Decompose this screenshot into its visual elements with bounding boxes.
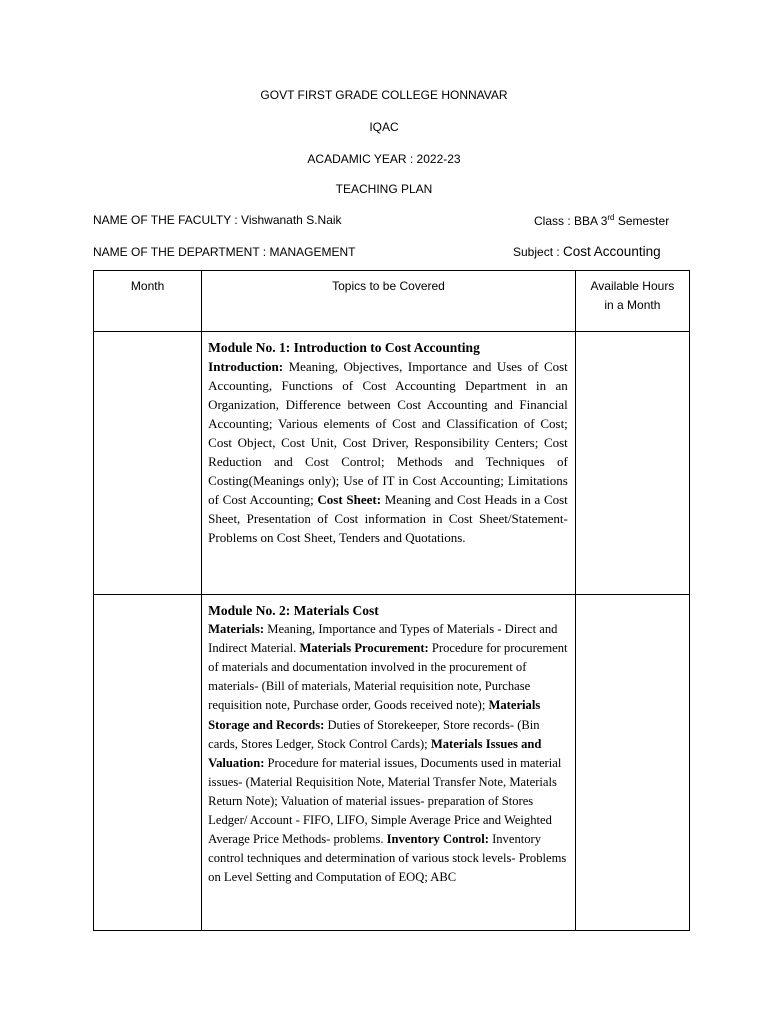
topics-cell — [202, 595, 576, 931]
subject-label: Subject : — [513, 245, 564, 259]
module2-materials-text: Meaning, Importance and Types of Materials - Direct and Indirect Material. — [208, 622, 558, 656]
topics-header: Topics to be Covered — [202, 271, 576, 332]
table-row — [94, 332, 690, 595]
module2-inventory-text: Inventory control techniques and determination of various stock levels- Problems on Level Setting and Computation of EOQ; ABC — [208, 832, 567, 885]
class-rest: Semester — [614, 214, 670, 228]
module1-intro-text: Meaning, Objectives, Importance and Uses of Cost Accounting, Functions of Cost Accounting Department in an Organization, Difference between Cost Accounting and Financial Accounting; Various elements of Cost and Classification of Cost; Cost Object, Cost Unit, Cost Driver, Responsibility Centers; Cost Reduction and Cost Control; Methods and Techniques of Costing(Meanings only); Use of IT in Cost Accounting; Limitations of Cost Accounting; — [208, 359, 568, 507]
faculty-name: Vishwanath S.Naik — [241, 213, 342, 227]
module1-intro-heading: Introduction: — [208, 359, 284, 374]
month-cell — [94, 595, 202, 931]
module2-title: Module No. 2: Materials Cost — [208, 603, 379, 618]
academic-year: ACADAMIC YEAR : 2022-23 — [307, 152, 461, 166]
module2-issues-heading: Materials Issues and Valuation: — [208, 736, 542, 770]
subject-name: Cost Accounting — [563, 244, 661, 259]
hours-header-line1: Available Hours — [590, 279, 675, 293]
class-sup: rd — [607, 213, 615, 222]
department-name: MANAGEMENT — [269, 245, 356, 259]
module2-storage-heading: Materials Storage and Records: — [208, 698, 541, 732]
module2-issues-text: Procedure for material issues, Documents used in material issues- (Material Requisition Note, Material Transfer Note, Materials Return Note); Valuation of material issues- preparation of Stores Ledger/ Account - FIFO, LIFO, Simple Average Price and Weighted Average Price Methods- problems. — [208, 755, 562, 847]
table-header-row — [94, 271, 690, 332]
module2-procurement-text: Procedure for procurement of materials and documentation involved in the procurement of materials- (Bill of materials, Material requisition note, Purchase requisition note, Purchase order, Goods received note); — [208, 641, 568, 713]
teaching-plan-table — [93, 270, 690, 931]
hours-header-line2: in a Month — [604, 298, 661, 312]
module1-title: Module No. 1: Introduction to Cost Accounting — [208, 340, 480, 355]
module1-topics — [202, 332, 575, 547]
topics-cell — [202, 332, 576, 595]
hours-cell — [575, 595, 689, 931]
module2-topics — [202, 595, 575, 887]
month-cell — [94, 332, 202, 595]
hours-header — [575, 271, 689, 332]
class-label: Class : BBA 3 — [534, 214, 608, 228]
hours-cell — [575, 332, 689, 595]
college-name: GOVT FIRST GRADE COLLEGE HONNAVAR — [260, 88, 508, 102]
faculty-label: NAME OF THE FACULTY : — [93, 213, 242, 227]
subject-line — [513, 244, 661, 259]
module2-storage-text: Duties of Storekeeper, Store records- (Bin cards, Stores Ledger, Stock Control Cards); — [208, 717, 540, 751]
module2-inventory-heading: Inventory Control: — [386, 832, 489, 847]
teaching-plan-heading: TEACHING PLAN — [335, 182, 433, 196]
class-line — [534, 213, 669, 228]
faculty-line — [93, 213, 342, 227]
month-header: Month — [94, 271, 202, 332]
department-line — [93, 245, 355, 259]
department-label: NAME OF THE DEPARTMENT : — [93, 245, 270, 259]
module1-costsheet-heading: Cost Sheet: — [317, 492, 382, 507]
module2-materials-heading: Materials: — [208, 622, 265, 637]
iqac-heading: IQAC — [369, 120, 399, 134]
table-row — [94, 595, 690, 931]
module2-procurement-heading: Materials Procurement: — [299, 641, 429, 656]
module1-costsheet-text: Meaning and Cost Heads in a Cost Sheet, Presentation of Cost information in Cost Sheet/Statement- Problems on Cost Sheet, Tenders and Quotations. — [208, 492, 568, 545]
